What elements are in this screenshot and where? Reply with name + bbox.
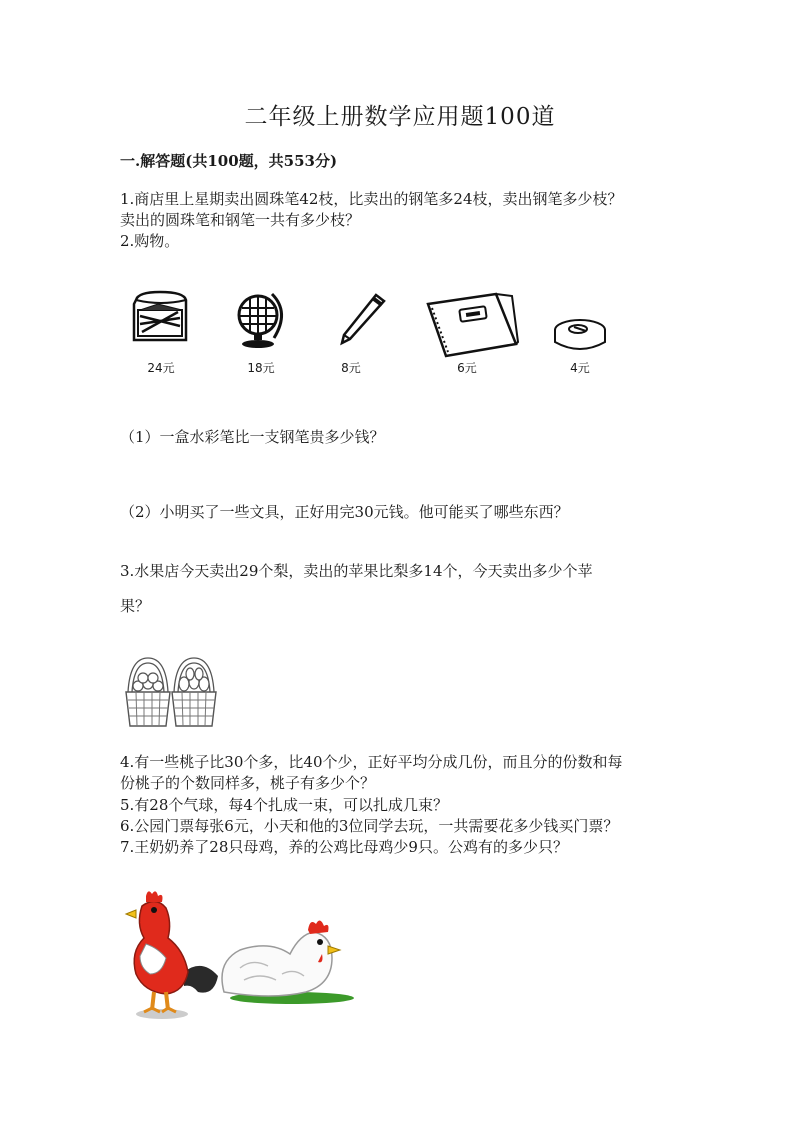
pencil-sharpener-icon: [552, 318, 608, 354]
price-label-watercolor: 24元: [147, 361, 175, 375]
question-2: 2.购物。: [120, 232, 180, 250]
price-label-sharpener: 4元: [570, 361, 590, 375]
question-1-line-2: 卖出的圆珠笔和钢笔一共有多少枝？: [120, 211, 361, 229]
question-1-line-1: 1.商店里上星期卖出圆珠笔42枝，比卖出的钢笔多24枝，卖出钢笔多少枝？: [120, 190, 623, 208]
watercolor-box-icon: [128, 290, 194, 346]
question-5: 5.有28个气球，每4个扎成一束，可以扎成几束？: [120, 796, 448, 814]
pen-icon: [336, 293, 388, 345]
section-heading: 一.解答题(共100题，共553分): [120, 152, 338, 170]
page-title: 二年级上册数学应用题100道: [244, 104, 556, 130]
globe-icon: [228, 290, 296, 350]
price-label-pen: 8元: [341, 361, 361, 375]
question-2-part-2: （2）小明买了一些文具，正好用完30元钱。他可能买了哪些东西？: [120, 503, 569, 521]
rooster-and-hen-illustration: [122, 888, 354, 1022]
question-6: 6.公园门票每张6元，小天和他的3位同学去玩，一共需要花多少钱买门票？: [120, 817, 619, 835]
fruit-baskets-illustration: [124, 654, 220, 730]
notebook-icon: [424, 292, 520, 358]
question-4-line-2: 份桃子的个数同样多，桃子有多少个？: [120, 774, 376, 792]
question-3-line-2: 果？: [120, 597, 151, 615]
question-7: 7.王奶奶养了28只母鸡，养的公鸡比母鸡少9只。公鸡有的多少只？: [120, 838, 568, 856]
question-3-line-1: 3.水果店今天卖出29个梨，卖出的苹果比梨多14个，今天卖出多少个苹: [120, 562, 593, 580]
question-4-line-1: 4.有一些桃子比30个多，比40个少，正好平均分成几份，而且分的份数和每: [120, 753, 623, 771]
price-label-notebook: 6元: [457, 361, 477, 375]
question-2-part-1: （1）一盒水彩笔比一支钢笔贵多少钱？: [120, 428, 385, 446]
price-label-globe: 18元: [247, 361, 275, 375]
